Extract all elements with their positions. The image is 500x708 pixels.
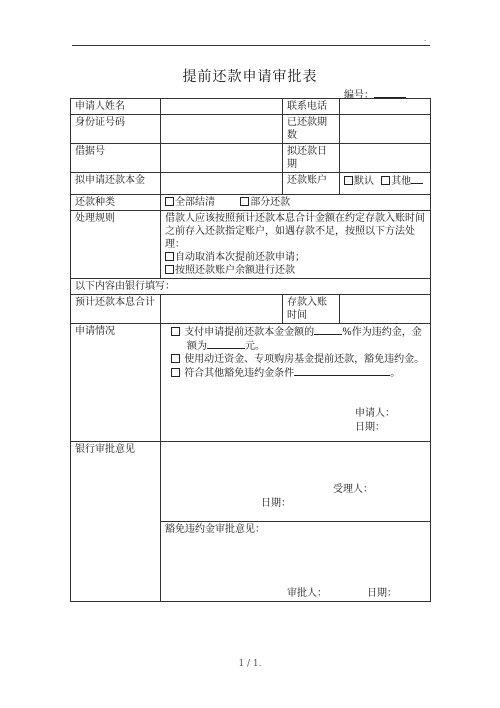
account-other-label: 其他 bbox=[391, 176, 412, 187]
applicant-date-label: 日期： bbox=[355, 422, 385, 433]
applicant-signature-label: 申请人： bbox=[355, 408, 395, 419]
id-number-field[interactable] bbox=[161, 115, 283, 144]
rules-label: 处理规则 bbox=[71, 211, 161, 279]
condition2-text: 使用动迁资金、专项购房基金提前还款，豁免违约金。 bbox=[184, 354, 425, 365]
condition3-blank[interactable] bbox=[294, 366, 390, 376]
loan-number-label: 借据号 bbox=[71, 144, 161, 173]
account-default-label: 默认 bbox=[354, 176, 374, 187]
repay-partial-checkbox[interactable] bbox=[240, 197, 249, 206]
principal-label: 拟申请还款本金 bbox=[71, 173, 161, 195]
waiver-opinion-area[interactable] bbox=[161, 522, 431, 602]
handler-label: 受理人： bbox=[333, 484, 373, 495]
condition1-text-c: 元。 bbox=[245, 341, 265, 352]
page-number: 1 / 1. bbox=[238, 659, 262, 669]
header-rule bbox=[72, 45, 430, 46]
account-label: 还款账户 bbox=[283, 173, 340, 195]
rules-option1-label: 自动取消本次提前还款申请； bbox=[175, 252, 305, 263]
condition1-percent-blank[interactable] bbox=[314, 325, 342, 335]
rules-content bbox=[161, 211, 431, 279]
paid-periods-field[interactable] bbox=[340, 115, 431, 144]
condition1-amount-blank[interactable] bbox=[207, 339, 245, 349]
condition3-text: 符合其他豁免违约金条件 bbox=[184, 368, 295, 379]
account-options bbox=[340, 173, 431, 195]
condition3-period: 。 bbox=[390, 368, 401, 379]
condition1-checkbox[interactable] bbox=[171, 327, 180, 336]
rules-option2-checkbox[interactable] bbox=[165, 265, 174, 274]
approver-label: 审批人： bbox=[287, 588, 327, 599]
situation-label: 申请情况 bbox=[71, 324, 161, 442]
account-default-checkbox[interactable] bbox=[344, 176, 353, 185]
rules-option1-checkbox[interactable] bbox=[165, 252, 174, 261]
applicant-name-label: 申请人姓名 bbox=[71, 99, 161, 115]
deposit-time-field[interactable] bbox=[340, 295, 431, 324]
condition1-text-b: %作为违约金，金额为 bbox=[187, 327, 422, 352]
contact-phone-field[interactable] bbox=[340, 99, 431, 115]
header-mark: . bbox=[424, 35, 427, 43]
repay-full-label: 全部结清 bbox=[175, 197, 215, 208]
repay-type-options bbox=[161, 195, 431, 211]
repay-full-checkbox[interactable] bbox=[165, 197, 174, 206]
serial-number-field[interactable] bbox=[374, 88, 406, 98]
condition2-checkbox[interactable] bbox=[171, 354, 180, 363]
deposit-time-label: 存款入账时间 bbox=[283, 295, 340, 324]
condition3-checkbox[interactable] bbox=[171, 368, 180, 377]
applicant-name-field[interactable] bbox=[161, 99, 283, 115]
estimate-label: 预计还款本息合计 bbox=[71, 295, 161, 324]
id-number-label: 身份证号码 bbox=[71, 115, 161, 144]
planned-date-label: 拟还款日期 bbox=[283, 144, 340, 173]
repay-partial-label: 部分还款 bbox=[250, 197, 291, 208]
application-form bbox=[70, 98, 431, 602]
principal-field[interactable] bbox=[161, 173, 283, 195]
bank-opinion-label: 银行审批意见 bbox=[71, 442, 161, 602]
waiver-opinion-label: 豁免违约金审批意见： bbox=[165, 524, 265, 535]
bank-opinion-area[interactable] bbox=[161, 442, 431, 522]
serial-label: 编号： bbox=[344, 90, 374, 101]
approver-date-label: 日期： bbox=[367, 588, 397, 599]
rules-text: 借款人应该按照预计还款本息合计金额在约定存款入账时间之前存入还款指定账户，如遇存款不足，按照以下方法处理： bbox=[165, 213, 425, 250]
bank-section-heading: 以下内容由银行填写： bbox=[71, 279, 431, 295]
paid-periods-label: 已还款期数 bbox=[283, 115, 340, 144]
situation-content bbox=[161, 324, 431, 442]
account-other-blank[interactable] bbox=[411, 174, 423, 184]
page-title: 提前还款申请审批表 bbox=[182, 69, 318, 85]
account-other-checkbox[interactable] bbox=[381, 176, 390, 185]
handler-date-label: 日期： bbox=[261, 498, 291, 509]
condition1-text-a: 支付申请提前还款本金金额的 bbox=[184, 327, 315, 338]
estimate-field[interactable] bbox=[161, 295, 283, 324]
contact-phone-label: 联系电话 bbox=[283, 99, 340, 115]
loan-number-field[interactable] bbox=[161, 144, 283, 173]
planned-date-field[interactable] bbox=[340, 144, 431, 173]
repay-type-label: 还款种类 bbox=[71, 195, 161, 211]
rules-option2-label: 按照还款账户余额进行还款 bbox=[175, 265, 295, 276]
